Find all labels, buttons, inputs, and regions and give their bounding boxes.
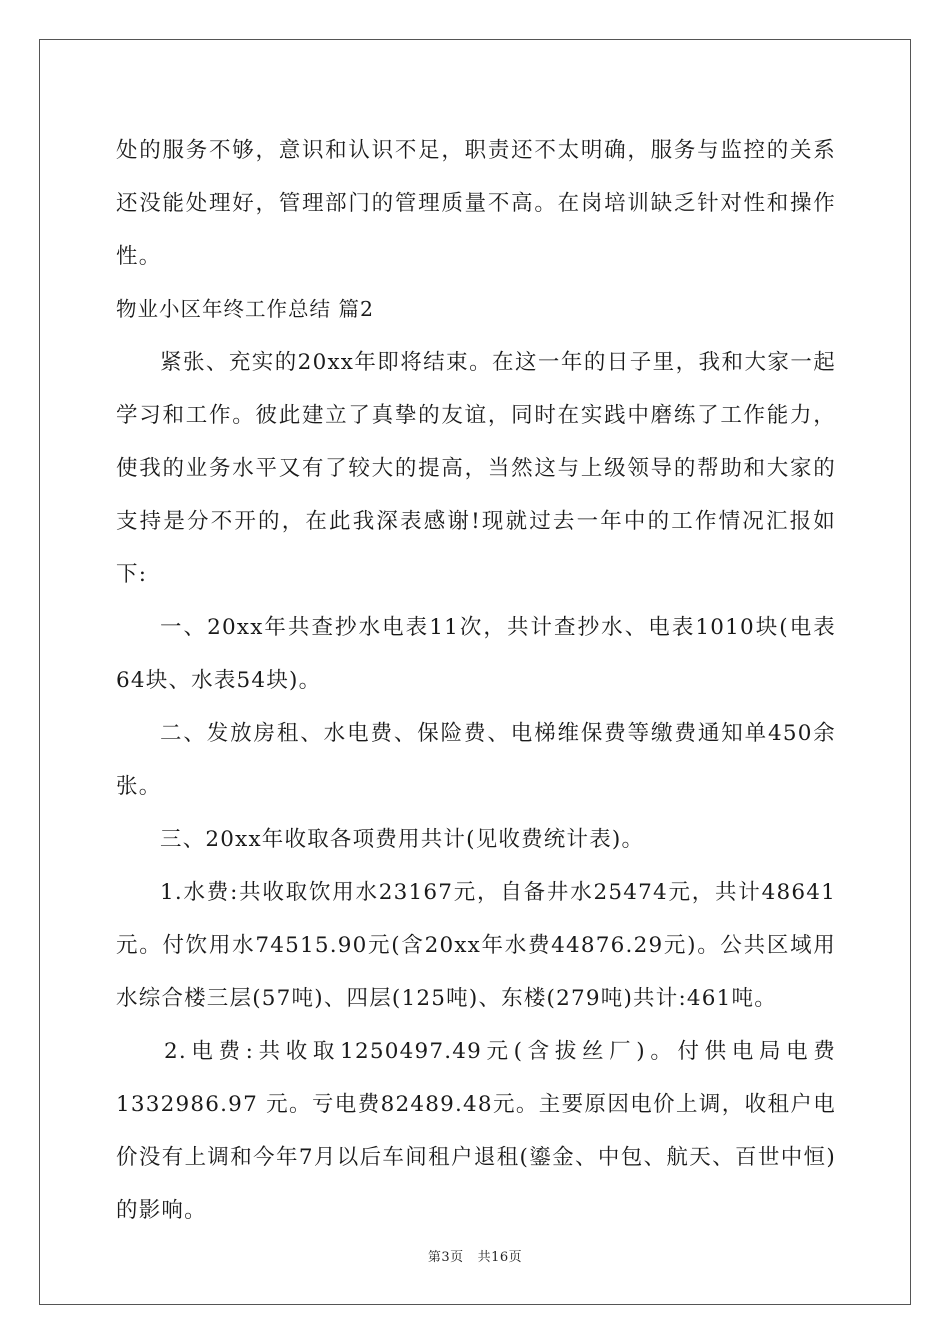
page-footer (0, 1246, 950, 1265)
paragraph-continuation: 处的服务不够，意识和认识不足，职责还不太明确，服务与监控的关系还没能处理好，管理部门的管理质量不高。在岗培训缺乏针对性和操作性。 (116, 138, 836, 269)
page-total: 共16页 (477, 1250, 523, 1265)
paragraph-intro: 紧张、充实的20xx年即将结束。在这一年的日子里，我和大家一起学习和工作。彼此建立了真挚的友谊，同时在实践中磨练了工作能力，使我的业务水平又有了较大的提高，当然这与上级领导的帮助和大家的支持是分不开的，在此我深表感谢!现就过去一年中的工作情况汇报如下: (116, 350, 836, 587)
paragraph-item-1: 一、20xx年共查抄水电表11次，共计查抄水、电表1010块(电表64块、水表54块)。 (116, 615, 836, 693)
paragraph-item-3: 三、20xx年收取各项费用共计(见收费统计表)。 (160, 827, 645, 852)
paragraph-item-2: 二、发放房租、水电费、保险费、电梯维保费等缴费通知单450余张。 (116, 721, 836, 799)
paragraph-water-fee: 1.水费:共收取饮用水23167元，自备井水25474元，共计48641元。付饮用水74515.90元(含20xx年水费44876.29元)。公共区域用水综合楼三层(57吨)、四层(125吨)、东楼(279吨)共计:461吨。 (116, 880, 836, 1011)
document-body (116, 124, 836, 1237)
paragraph-electricity-fee: 2.电费:共收取1250497.49元(含拔丝厂)。付供电局电费1332986.97 元。亏电费82489.48元。主要原因电价上调，收租户电价没有上调和今年7月以后车间租户退租(鎏金、中包、航天、百世中恒)的影响。 (116, 1039, 836, 1223)
section-heading: 物业小区年终工作总结 篇2 (116, 297, 375, 321)
page-number: 第3页 (427, 1250, 464, 1265)
